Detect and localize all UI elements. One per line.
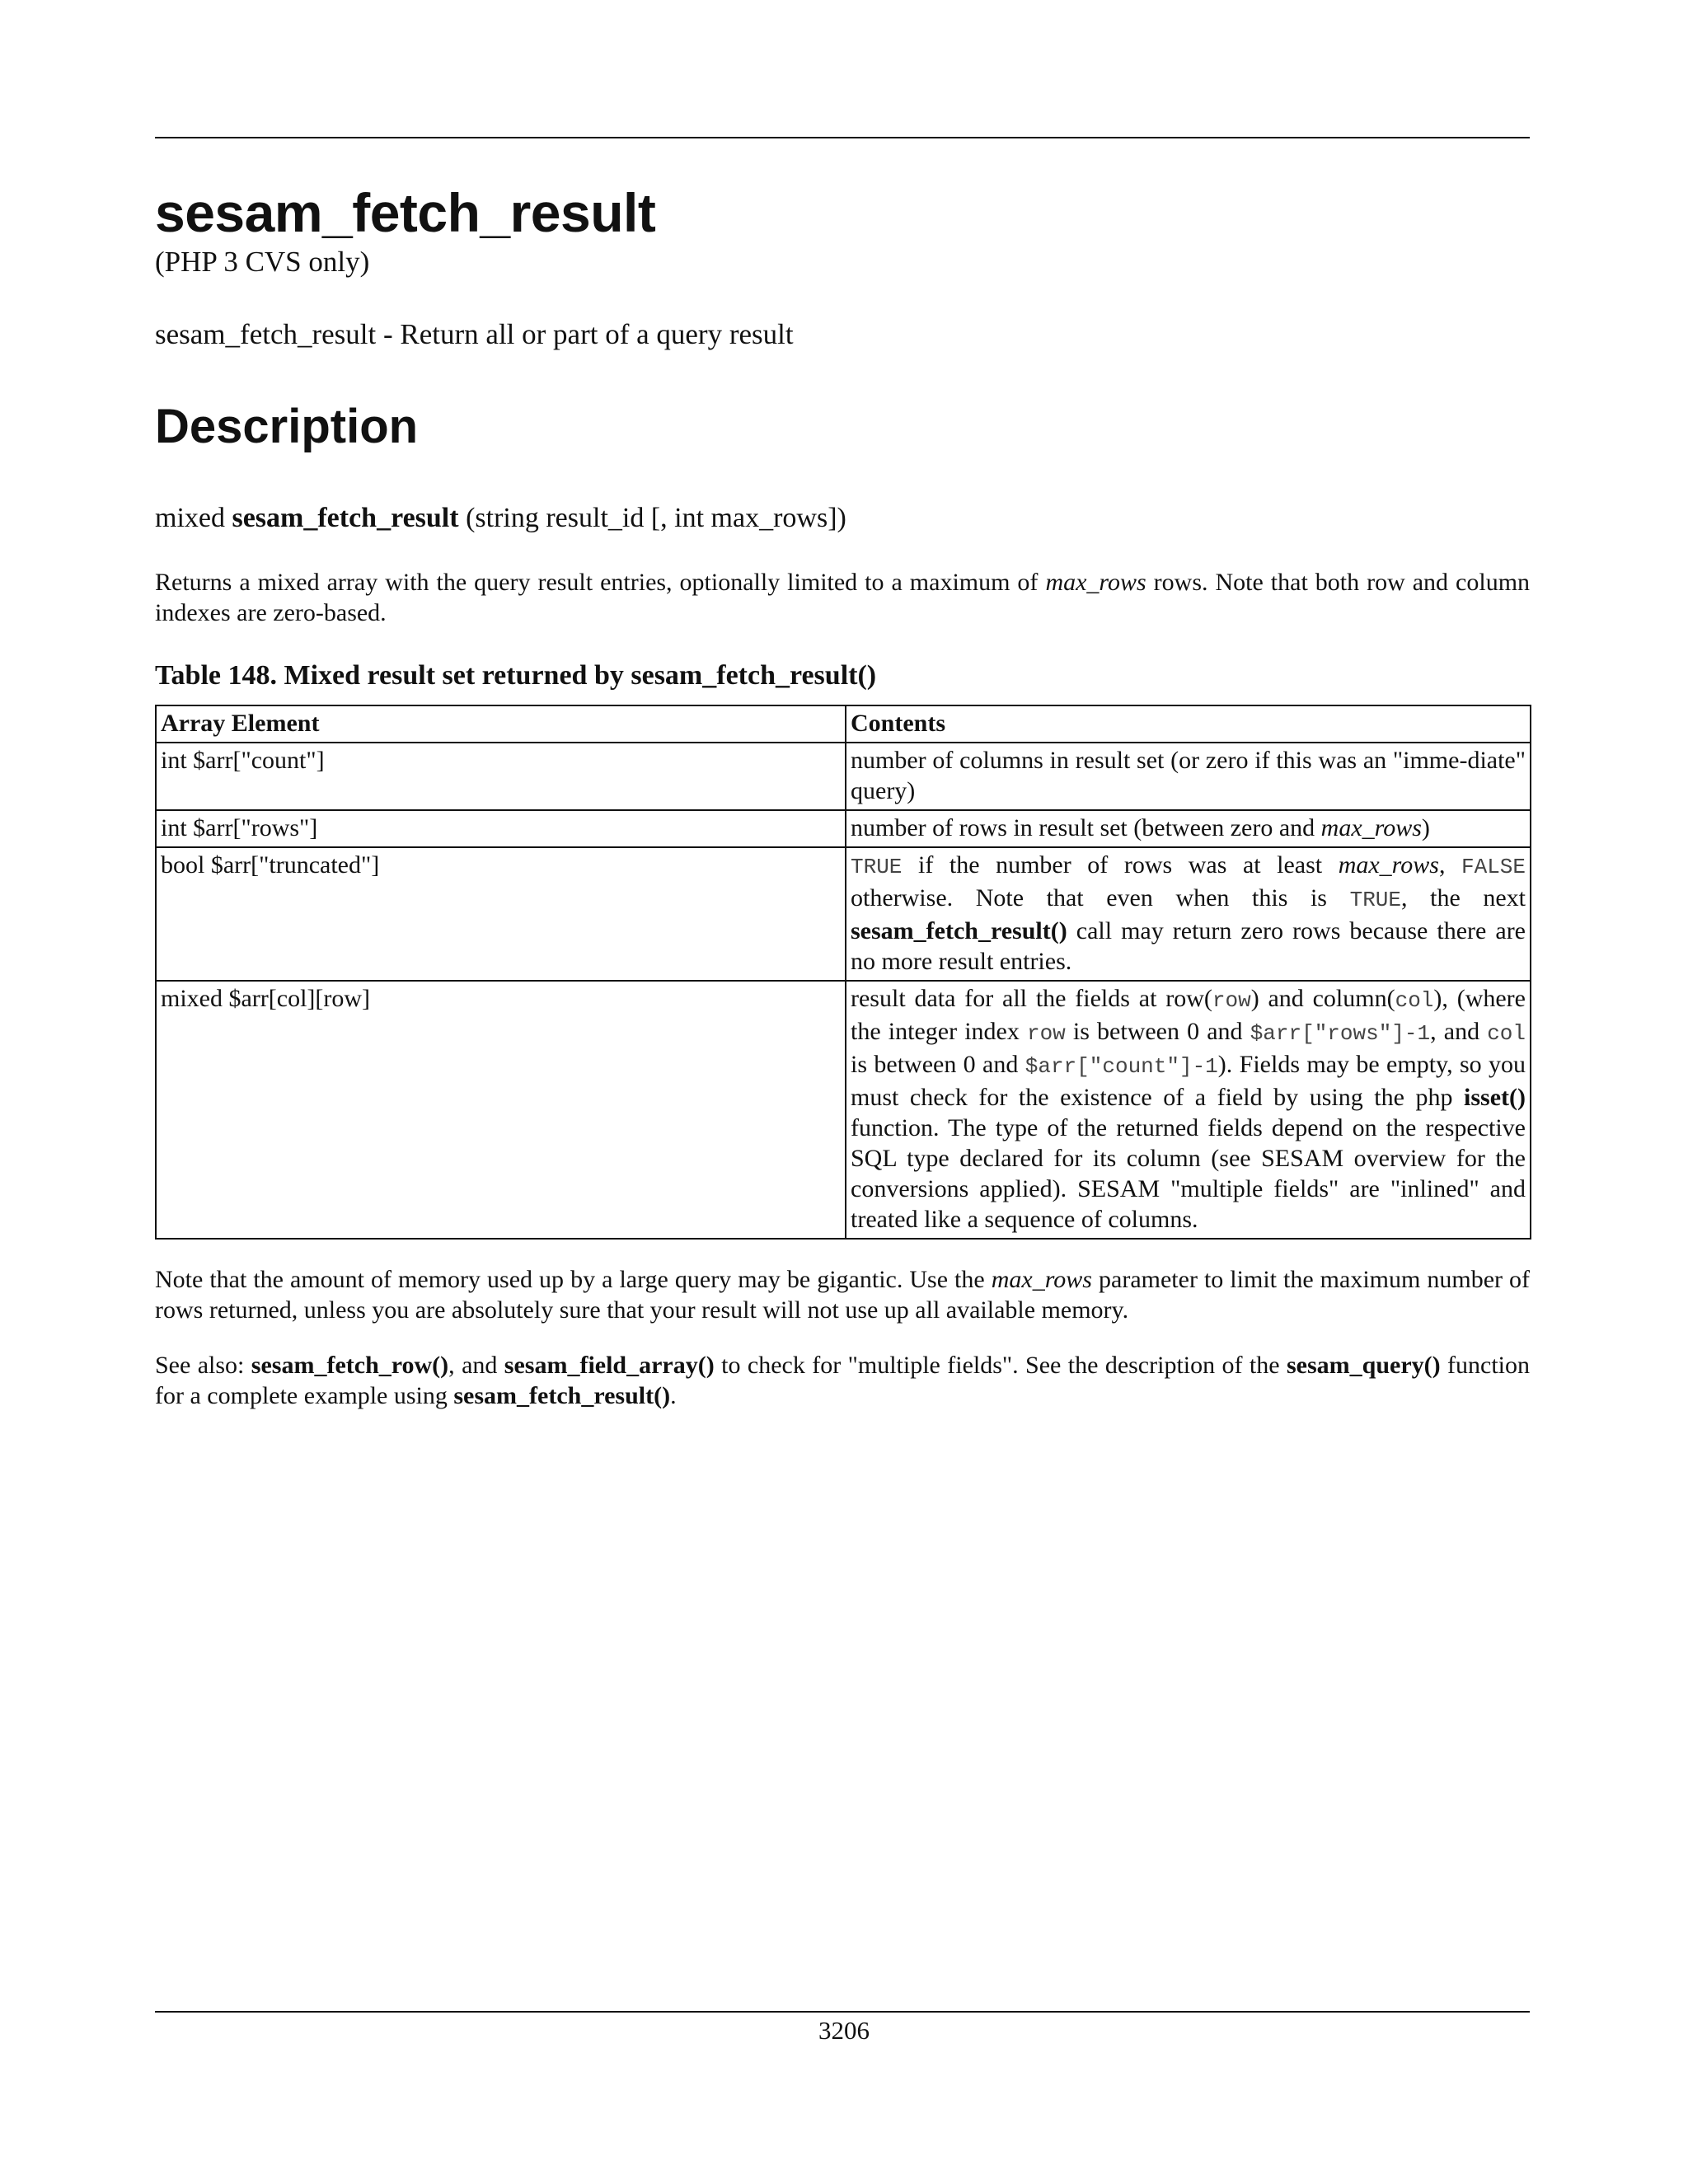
contents-text: call may return zero rows because there are no more result entries.	[851, 916, 1526, 975]
table-title: Table 148. Mixed result set returned by sesam_fetch_result()	[155, 659, 877, 691]
function-link-fetch-row[interactable]: sesam_fetch_row()	[251, 1351, 449, 1379]
contents-cell	[846, 810, 1531, 847]
element-cell: int $arr["rows"]	[156, 810, 846, 847]
table-row	[156, 981, 1531, 1239]
note-param: max_rows	[991, 1265, 1092, 1293]
note-text-1: Note that the amount of memory used up by a large query may be gigantic. Use the	[155, 1265, 985, 1293]
see-also-text: to check for "multiple fields". See the description of the	[721, 1351, 1280, 1379]
contents-text: )	[1421, 813, 1430, 841]
contents-text: is between 0 and	[1072, 1017, 1243, 1045]
contents-text: ) and column(	[1250, 984, 1395, 1012]
footer-rule	[155, 2011, 1530, 2013]
contents-text: number of rows in result set (between zero and	[851, 813, 1315, 841]
contents-text: , and	[1430, 1017, 1480, 1045]
code-literal: row	[1212, 987, 1251, 1013]
see-also-text: See also:	[155, 1351, 245, 1379]
result-table	[155, 705, 1531, 1240]
function-params: (string result_id [, int max_rows])	[466, 503, 846, 533]
page-title: sesam_fetch_result	[155, 182, 656, 243]
version-info: (PHP 3 CVS only)	[155, 246, 370, 278]
code-literal: col	[1395, 987, 1434, 1013]
intro-param: max_rows	[1045, 568, 1146, 596]
function-synopsis	[155, 502, 1530, 536]
page-number: 3206	[818, 2016, 870, 2045]
table-header-row	[156, 705, 1531, 743]
see-also-paragraph	[155, 1350, 1530, 1411]
element-cell: bool $arr["truncated"]	[156, 847, 846, 981]
intro-text-2: rows. Note that both row and column indexes are zero-based.	[155, 568, 1531, 626]
section-heading: Description	[155, 400, 419, 453]
code-literal: $arr["rows"]-1	[1250, 1020, 1431, 1046]
contents-text: function. The type of the returned fields depend on the respective SQL type declared for its column (see SESAM overview for the conversions applied). SESAM "multiple fields" are "inlined" and treated like a sequence of columns.	[851, 1113, 1526, 1233]
note-paragraph	[155, 1264, 1530, 1325]
contents-text: if the number of rows was at least	[917, 851, 1323, 879]
ref-purpose: sesam_fetch_result - Return all or part of a query result	[155, 318, 794, 350]
contents-text: ). Fields may be empty, so you must check for the existence of a field by using the php	[851, 1050, 1526, 1111]
code-literal: TRUE	[851, 854, 903, 879]
contents-param: max_rows	[1338, 851, 1439, 879]
function-ref: isset()	[1464, 1083, 1526, 1111]
contents-cell: TRUE if the number of rows was at least max_rows, FALSE otherwise. Note that even when this is TRUE, the next sesam_fetch_result() call may return zero rows because there are no more result entries.	[846, 847, 1531, 981]
contents-cell	[846, 981, 1531, 1239]
table-header-cell: Array Element	[156, 705, 846, 743]
table-row	[156, 743, 1531, 810]
code-literal: FALSE	[1461, 854, 1526, 879]
intro-text-1: Returns a mixed array with the query result entries, optionally limited to a maximum of	[155, 568, 1039, 596]
contents-text: is between 0 and	[851, 1050, 1019, 1078]
contents-text: otherwise. Note that even when this is	[851, 883, 1327, 912]
see-also-text: .	[670, 1381, 677, 1409]
code-literal: TRUE	[1349, 887, 1402, 912]
note-text-2: parameter to limit the maximum number of rows returned, unless you are absolutely sure that your result will not use up all available memory.	[155, 1265, 1531, 1324]
function-link-query[interactable]: sesam_query()	[1286, 1351, 1441, 1379]
code-literal: col	[1487, 1020, 1526, 1046]
page-content	[155, 182, 1531, 1411]
contents-param: max_rows	[1320, 813, 1422, 841]
function-ref: sesam_fetch_result()	[851, 916, 1067, 944]
element-cell: mixed $arr[col][row]	[156, 981, 846, 1239]
table-row	[156, 847, 1531, 981]
code-literal: row	[1026, 1020, 1066, 1046]
contents-text: result data for all the fields at row(	[851, 984, 1212, 1012]
table-row	[156, 810, 1531, 847]
function-name: sesam_fetch_result	[232, 503, 459, 533]
header-rule	[155, 137, 1530, 138]
function-link-field-array[interactable]: sesam_field_array()	[504, 1351, 715, 1379]
table-header-cell: Contents	[846, 705, 1531, 743]
intro-paragraph	[155, 567, 1530, 628]
contents-text: ), (where the integer index	[851, 984, 1526, 1045]
return-type: mixed	[155, 503, 225, 533]
code-literal: $arr["count"]-1	[1025, 1053, 1218, 1079]
function-link-fetch-result[interactable]: sesam_fetch_result()	[453, 1381, 671, 1409]
see-also-text: , and	[448, 1351, 498, 1379]
contents-cell: number of columns in result set (or zero if this was an "imme-diate" query)	[846, 743, 1531, 810]
contents-text: , the next	[1401, 883, 1526, 912]
element-cell: int $arr["count"]	[156, 743, 846, 810]
see-also-text: function for a complete example using	[155, 1351, 1531, 1409]
